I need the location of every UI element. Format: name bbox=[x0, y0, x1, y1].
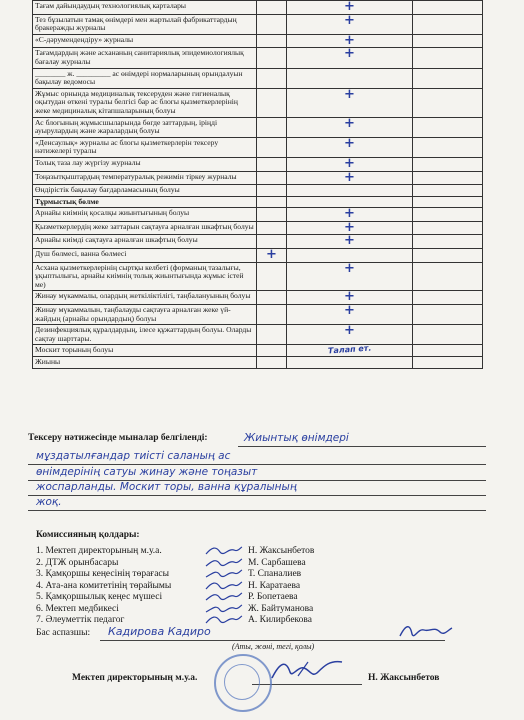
member-role: 3. Қамқоршы кеңесінің төрағасы bbox=[36, 569, 170, 579]
checklist-item-text: Арнайы киімнің қосалқы жиынтығының болуы bbox=[33, 208, 257, 222]
checklist-item-text: Жұмыс орнында медициналық тексеруден және гигиеналық оқытудан өткені туралы белгісі бар ас блогы қызметкерлерінің жеке медициналық кітапшаларының болуы bbox=[33, 88, 257, 117]
checklist-row bbox=[33, 185, 483, 197]
handwritten-finding: жоспарланды. Москит торы, ванна құралының bbox=[36, 481, 297, 493]
checklist-row bbox=[33, 68, 483, 88]
member-name: М. Сарбашева bbox=[248, 557, 306, 568]
checklist-item-text: Арнайы киімді сақтауға арналған шкафтың болуы bbox=[33, 235, 257, 249]
findings-line bbox=[238, 446, 486, 447]
plus-mark-icon: + bbox=[344, 32, 355, 48]
checklist-empty-cell bbox=[413, 325, 483, 345]
handwritten-finding: өнімдерінің сатуы жинау және тоңазыт bbox=[36, 466, 258, 478]
checklist-item-text: Өндірістік бақылау бағдарламасының болуы bbox=[33, 185, 257, 197]
plus-mark-icon: + bbox=[344, 155, 355, 171]
checklist-item-text: Асхана қызметкерлерінің сыртқы келбеті (форманың тазалығы, ұқыптылығы, арнайы киімнің толық жиынтығында жұмыс істей ме) bbox=[33, 262, 257, 291]
checklist-row bbox=[33, 262, 483, 291]
director-label: Мектеп директорының м.у.а. bbox=[72, 673, 198, 683]
checklist-row bbox=[33, 325, 483, 345]
plus-mark-icon: + bbox=[344, 206, 355, 222]
plus-mark-icon: + bbox=[344, 86, 355, 102]
checklist-row bbox=[33, 305, 483, 325]
checklist-empty-cell bbox=[413, 196, 483, 208]
findings-line bbox=[28, 464, 486, 465]
checklist-empty-cell bbox=[413, 137, 483, 157]
section-title: Тұрмыстық бөлме bbox=[33, 196, 257, 208]
checklist-empty-cell bbox=[257, 291, 287, 305]
checklist-item-text: Тез бұзылатын тамақ өнімдері мен жартылай фабрикаттардың бракеражды журналы bbox=[33, 14, 257, 34]
checklist-mark-cell bbox=[287, 345, 413, 357]
checklist-empty-cell bbox=[413, 185, 483, 197]
handwritten-finding: мұздатылғандар тиісті саланың ас bbox=[36, 450, 231, 462]
member-name: Н. Каратаева bbox=[248, 580, 301, 591]
checklist-empty-cell bbox=[413, 291, 483, 305]
checklist-empty-cell bbox=[413, 249, 483, 263]
checklist-empty-cell bbox=[413, 262, 483, 291]
handwritten-stamp: Талап ет. bbox=[327, 343, 372, 356]
handwritten-finding: Жиынтық өнімдері bbox=[244, 432, 349, 444]
checklist-body bbox=[33, 1, 483, 369]
checklist-empty-cell bbox=[287, 357, 413, 369]
checklist-mark-cell bbox=[287, 88, 413, 117]
commission-member-row bbox=[36, 546, 476, 558]
checklist-item-text: ________ ж. _________ ас өнімдері нормаларының орындалуын бақылау ведомосы bbox=[33, 68, 257, 88]
checklist-mark-cell bbox=[287, 14, 413, 34]
checklist-empty-cell bbox=[413, 357, 483, 369]
checklist-item-text: Дезинфекциялық құралдардың, ілесе құжаттардың болуы. Оларды сақтау шарттары. bbox=[33, 325, 257, 345]
chef-signature-line bbox=[100, 640, 445, 641]
checklist-row bbox=[33, 345, 483, 357]
checklist-row bbox=[33, 235, 483, 249]
plus-mark-icon: + bbox=[344, 12, 355, 28]
checklist-mark-cell bbox=[287, 262, 413, 291]
checklist-item-text: Тағамдардың және асхананың санитариялық эпидемиологиялық бағалау журналы bbox=[33, 48, 257, 68]
checklist-row bbox=[33, 88, 483, 117]
checklist-empty-cell bbox=[257, 357, 287, 369]
commission-member-row bbox=[36, 604, 476, 616]
checklist-row bbox=[33, 117, 483, 137]
director-name: Н. Жаксынбетов bbox=[368, 673, 440, 683]
checklist-item-text: Тағам дайындаудың технологиялық карталары bbox=[33, 1, 257, 15]
chef-signature-icon bbox=[396, 620, 456, 644]
checklist-row bbox=[33, 171, 483, 185]
findings-line bbox=[28, 495, 486, 496]
checklist-empty-cell bbox=[413, 157, 483, 171]
commission-member-row bbox=[36, 569, 476, 581]
checklist-row bbox=[33, 14, 483, 34]
checklist-item-text: «С-дәрумендендіру» журналы bbox=[33, 34, 257, 48]
handwritten-finding: жоқ. bbox=[36, 496, 62, 508]
checklist-item-text: «Денсаулық» журналы ас блогы қызметкерлерін тексеру нәтижелері туралы bbox=[33, 137, 257, 157]
commission-member-row bbox=[36, 581, 476, 593]
checklist-empty-cell bbox=[413, 305, 483, 325]
plus-mark-icon: + bbox=[344, 303, 355, 319]
checklist-item-text: Жиыны bbox=[33, 357, 257, 369]
chef-caption: (Аты, жөні, тегі, қолы) bbox=[232, 642, 315, 651]
plus-mark-icon: + bbox=[344, 260, 355, 276]
member-role: 6. Мектеп медбикесі bbox=[36, 603, 119, 614]
commission-title: Комиссияның қолдары: bbox=[36, 530, 140, 540]
checklist-empty-cell bbox=[257, 345, 287, 357]
checklist-row bbox=[33, 137, 483, 157]
checklist-empty-cell bbox=[257, 1, 287, 15]
chef-handwritten-name: Кадирова Кадиро bbox=[108, 625, 211, 638]
checklist-row bbox=[33, 221, 483, 235]
checklist-item-text: Тоңазытқыштардың температуралық режимін тіркеу журналы bbox=[33, 171, 257, 185]
member-name: Ж. Байтуманова bbox=[248, 603, 314, 614]
member-name: Н. Жаксынбетов bbox=[248, 546, 315, 556]
member-role: 2. ДТЖ орынбасары bbox=[36, 557, 119, 568]
checklist-mark-cell bbox=[287, 48, 413, 68]
checklist-mark-cell bbox=[287, 171, 413, 185]
checklist-item-text: Душ бөлмесі, ванна бөлмесі bbox=[33, 249, 257, 263]
commission-member-row bbox=[36, 558, 476, 570]
checklist-empty-cell bbox=[413, 208, 483, 222]
checklist-row bbox=[33, 157, 483, 171]
checklist-mark-cell bbox=[287, 305, 413, 325]
checklist-row bbox=[33, 291, 483, 305]
chef-label: Бас аспазшы: bbox=[36, 628, 91, 638]
member-role: 4. Ата-ана комитетінің төрайымы bbox=[36, 580, 172, 591]
checklist-empty-cell bbox=[287, 185, 413, 197]
director-signature-icon bbox=[268, 656, 348, 684]
checklist-empty-cell bbox=[257, 137, 287, 157]
checklist-item-text: Ас блогының жұмысшыларында бөгде заттардың, іріңді ауырулардың және жаралардың болуы bbox=[33, 117, 257, 137]
checklist-empty-cell bbox=[257, 68, 287, 88]
checklist-empty-cell bbox=[257, 48, 287, 68]
section-header-row bbox=[33, 196, 483, 208]
checklist-row bbox=[33, 357, 483, 369]
plus-mark-icon: + bbox=[344, 219, 355, 235]
plus-mark-icon: + bbox=[344, 169, 355, 185]
checklist-empty-cell bbox=[413, 34, 483, 48]
checklist-row bbox=[33, 48, 483, 68]
checklist-empty-cell bbox=[257, 262, 287, 291]
checklist-empty-cell bbox=[413, 1, 483, 15]
plus-mark-icon: + bbox=[344, 233, 355, 249]
checklist-empty-cell bbox=[257, 305, 287, 325]
checklist-empty-cell bbox=[257, 185, 287, 197]
checklist-mark-cell bbox=[287, 117, 413, 137]
plus-mark-icon: + bbox=[344, 0, 355, 14]
plus-mark-icon: + bbox=[266, 247, 277, 263]
checklist-empty-cell bbox=[257, 171, 287, 185]
checklist-empty-cell bbox=[257, 117, 287, 137]
plus-mark-icon: + bbox=[344, 46, 355, 62]
checklist-empty-cell bbox=[413, 171, 483, 185]
checklist-row bbox=[33, 249, 483, 263]
checklist-empty-cell bbox=[257, 14, 287, 34]
checklist-row bbox=[33, 34, 483, 48]
checklist-empty-cell bbox=[257, 196, 287, 208]
member-role: 1. Мектеп директорының м.у.а. bbox=[36, 546, 162, 556]
checklist-item-text: Москит торының болуы bbox=[33, 345, 257, 357]
checklist-empty-cell bbox=[413, 88, 483, 117]
checklist-row bbox=[33, 1, 483, 15]
plus-mark-icon: + bbox=[344, 323, 355, 339]
checklist-mark-cell bbox=[287, 235, 413, 249]
checklist-empty-cell bbox=[257, 88, 287, 117]
member-name: Р. Бопетаева bbox=[248, 592, 298, 602]
checklist-empty-cell bbox=[257, 221, 287, 235]
checklist-empty-cell bbox=[413, 221, 483, 235]
checklist-empty-cell bbox=[257, 34, 287, 48]
checklist-mark-cell bbox=[287, 137, 413, 157]
findings-line bbox=[28, 510, 486, 511]
plus-mark-icon: + bbox=[344, 135, 355, 151]
checklist-item-text: Жинау мүкаммалын, таңбалауды сақтауға арналған жеке үй-жайдың (арнайы орындардың) болуы bbox=[33, 305, 257, 325]
checklist-item-text: Қызметкерлердің жеке заттарын сақтауға арналған шкафтың болуы bbox=[33, 221, 257, 235]
checklist-empty-cell bbox=[413, 235, 483, 249]
checklist-empty-cell bbox=[413, 345, 483, 357]
checklist-empty-cell bbox=[257, 208, 287, 222]
member-role: 5. Қамқоршылық кеңес мүшесі bbox=[36, 592, 163, 602]
member-role: 7. Әлеуметтік педагог bbox=[36, 615, 125, 625]
member-name: Т. Спаналиев bbox=[248, 569, 302, 579]
checklist-empty-cell bbox=[287, 68, 413, 88]
commission-member-row bbox=[36, 592, 476, 604]
checklist-empty-cell bbox=[413, 48, 483, 68]
checklist-mark-cell bbox=[287, 325, 413, 345]
checklist-empty-cell bbox=[257, 325, 287, 345]
checklist-empty-cell bbox=[413, 14, 483, 34]
checklist-mark-cell bbox=[257, 249, 287, 263]
checklist-empty-cell bbox=[413, 68, 483, 88]
school-seal-icon bbox=[214, 654, 272, 712]
checklist-item-text: Толық таза лау жүргізу журналы bbox=[33, 157, 257, 171]
findings-label: Тексеру нәтижесінде мыналар белгіленді: bbox=[28, 433, 208, 443]
plus-mark-icon: + bbox=[344, 115, 355, 131]
checklist-empty-cell bbox=[413, 117, 483, 137]
plus-mark-icon: + bbox=[344, 289, 355, 305]
member-name: А. Килирбекова bbox=[248, 615, 312, 625]
checklist-empty-cell bbox=[257, 157, 287, 171]
checklist-row bbox=[33, 208, 483, 222]
checklist-item-text: Жинау мүкаммалы, олардың жеткіліктілігі, таңбалануының болуы bbox=[33, 291, 257, 305]
checklist-table bbox=[32, 0, 483, 369]
